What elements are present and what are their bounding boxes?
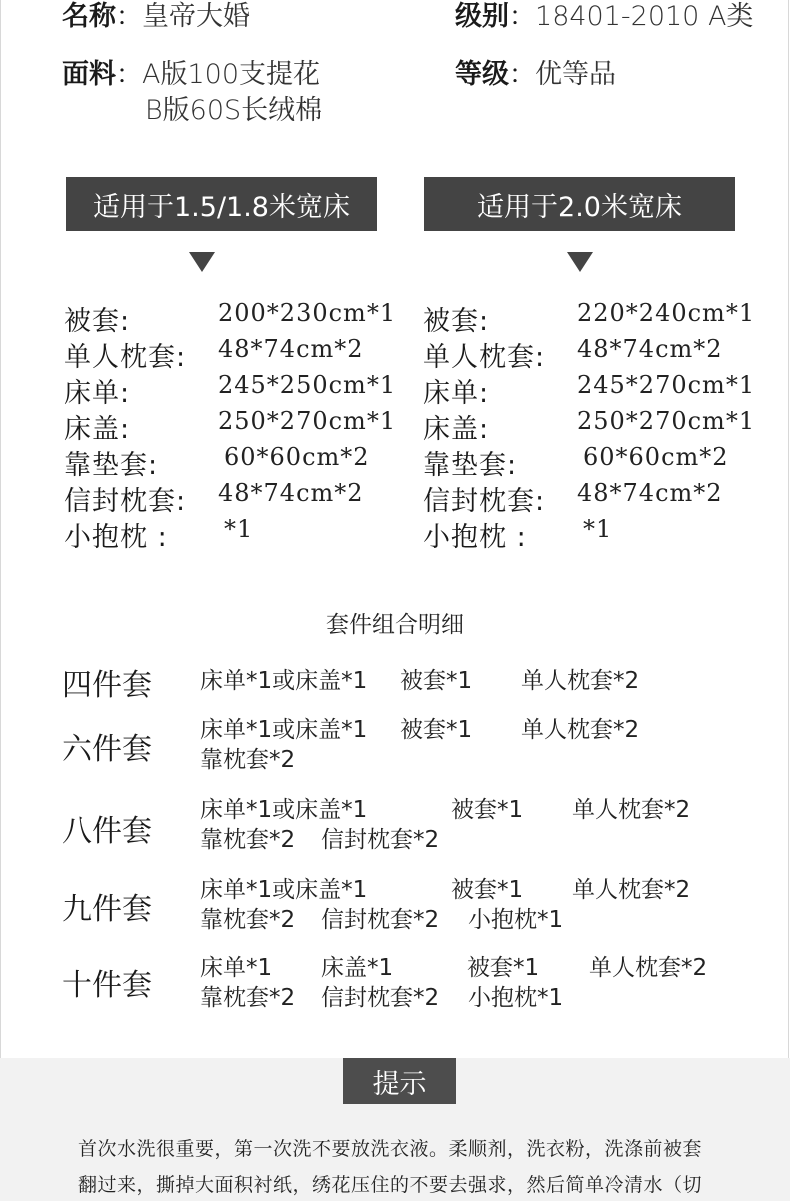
- combo-item: 单人枕套*2: [521, 717, 640, 743]
- combo-item: 靠枕套*2: [200, 827, 296, 853]
- spec-value: 60*60cm*2: [224, 443, 370, 471]
- combo-item: 被套*1: [400, 717, 473, 743]
- combo-item: 床单*1或床盖*1: [200, 797, 368, 823]
- fabric-field: [62, 52, 320, 91]
- tip-button: 提示: [343, 1058, 456, 1104]
- combo-set-name: 九件套: [62, 892, 152, 927]
- grade-value: 18401-2010 A类: [535, 1, 754, 32]
- spec-row: [423, 479, 783, 515]
- combo-item: 床盖*1: [321, 955, 394, 981]
- combo-item: 被套*1: [467, 955, 540, 981]
- size-tab-1: 适用于1.5/1.8米宽床: [66, 177, 377, 231]
- combo-item: 小抱枕*1: [468, 985, 564, 1011]
- spec-value: *1: [583, 515, 613, 543]
- tip-text-line-2: 翻过来，撕掉大面积衬纸，绣花压住的不要去强求，然后简单冷清水（切: [78, 1174, 703, 1196]
- spec-value: 245*250cm*1: [218, 371, 397, 399]
- spec-row: [64, 299, 404, 335]
- spec-row: [423, 407, 783, 443]
- separator: ：: [509, 60, 536, 90]
- spec-value: 48*74cm*2: [218, 335, 364, 363]
- spec-name: 单人枕套:: [64, 342, 187, 373]
- spec-row: [423, 371, 783, 407]
- combo-item: 靠枕套*2: [200, 907, 296, 933]
- right-border: [788, 0, 789, 1058]
- spec-value: 245*270cm*1: [577, 371, 756, 399]
- size-tab-2: 适用于2.0米宽床: [424, 177, 735, 231]
- spec-list-1: [64, 299, 404, 559]
- name-field: [62, 0, 250, 33]
- spec-row: [423, 335, 783, 371]
- combo-item: 床单*1或床盖*1: [200, 877, 368, 903]
- combo-item: 被套*1: [400, 668, 473, 694]
- spec-row: [64, 443, 404, 479]
- spec-value: 220*240cm*1: [577, 299, 756, 327]
- combo-item: 单人枕套*2: [572, 797, 691, 823]
- spec-value: 200*230cm*1: [218, 299, 397, 327]
- combo-title: 套件组合明细: [326, 612, 464, 638]
- level-field: [455, 52, 616, 91]
- spec-name: 信封枕套:: [64, 486, 187, 517]
- combo-set-name: 八件套: [62, 814, 152, 849]
- combo-set-name: 六件套: [62, 732, 152, 767]
- down-arrow-icon: [189, 252, 215, 272]
- combo-set-name: 四件套: [62, 668, 152, 703]
- grade-field: [455, 0, 753, 33]
- combo-item: 床单*1或床盖*1: [200, 668, 368, 694]
- spec-name: 被套:: [423, 306, 490, 337]
- combo-item: 单人枕套*2: [521, 668, 640, 694]
- down-arrow-icon: [567, 252, 593, 272]
- combo-item: 被套*1: [451, 877, 524, 903]
- spec-name: 小抱枕 :: [64, 522, 168, 553]
- spec-value: 250*270cm*1: [577, 407, 756, 435]
- combo-item: 被套*1: [451, 797, 524, 823]
- combo-item: 信封枕套*2: [321, 907, 440, 933]
- spec-value: 48*74cm*2: [577, 335, 723, 363]
- spec-value: 250*270cm*1: [218, 407, 397, 435]
- spec-row: [64, 407, 404, 443]
- spec-name: 信封枕套:: [423, 486, 546, 517]
- spec-row: [423, 299, 783, 335]
- separator: ：: [509, 2, 536, 32]
- spec-list-2: [423, 299, 783, 559]
- spec-value: 48*74cm*2: [218, 479, 364, 507]
- spec-row: [423, 515, 783, 551]
- separator: ：: [116, 60, 143, 90]
- name-label: 名称: [62, 1, 116, 32]
- fabric-label: 面料: [62, 59, 116, 90]
- level-label: 等级: [455, 59, 509, 90]
- spec-name: 小抱枕 :: [423, 522, 527, 553]
- fabric-value-2: B版60S长绒棉: [145, 95, 323, 126]
- spec-value: *1: [224, 515, 254, 543]
- spec-value: 60*60cm*2: [583, 443, 729, 471]
- spec-name: 床单:: [423, 378, 490, 409]
- spec-row: [64, 479, 404, 515]
- combo-item: 信封枕套*2: [321, 827, 440, 853]
- combo-item: 靠枕套*2: [200, 985, 296, 1011]
- left-border: [0, 0, 1, 1058]
- combo-item: 单人枕套*2: [589, 955, 708, 981]
- spec-row: [64, 335, 404, 371]
- spec-row: [423, 443, 783, 479]
- fabric-value-1: A版100支提花: [142, 59, 321, 90]
- grade-label: 级别: [455, 1, 509, 32]
- combo-item: 单人枕套*2: [572, 877, 691, 903]
- spec-row: [64, 515, 404, 551]
- combo-item: 信封枕套*2: [321, 985, 440, 1011]
- level-value: 优等品: [535, 59, 617, 90]
- combo-item: 靠枕套*2: [200, 747, 296, 773]
- combo-set-name: 十件套: [62, 968, 152, 1003]
- spec-value: 48*74cm*2: [577, 479, 723, 507]
- spec-name: 床盖:: [64, 414, 131, 445]
- separator: ：: [116, 2, 143, 32]
- spec-name: 床盖:: [423, 414, 490, 445]
- combo-item: 床单*1: [200, 955, 273, 981]
- spec-name: 靠垫套:: [423, 450, 518, 481]
- combo-item: 床单*1或床盖*1: [200, 717, 368, 743]
- name-value: 皇帝大婚: [142, 1, 251, 32]
- spec-name: 被套:: [64, 306, 131, 337]
- spec-row: [64, 371, 404, 407]
- tip-text-line-1: 首次水洗很重要，第一次洗不要放洗衣液。柔顺剂，洗衣粉，洗涤前被套: [78, 1138, 703, 1160]
- spec-name: 床单:: [64, 378, 131, 409]
- spec-name: 靠垫套:: [64, 450, 159, 481]
- spec-name: 单人枕套:: [423, 342, 546, 373]
- combo-item: 小抱枕*1: [468, 907, 564, 933]
